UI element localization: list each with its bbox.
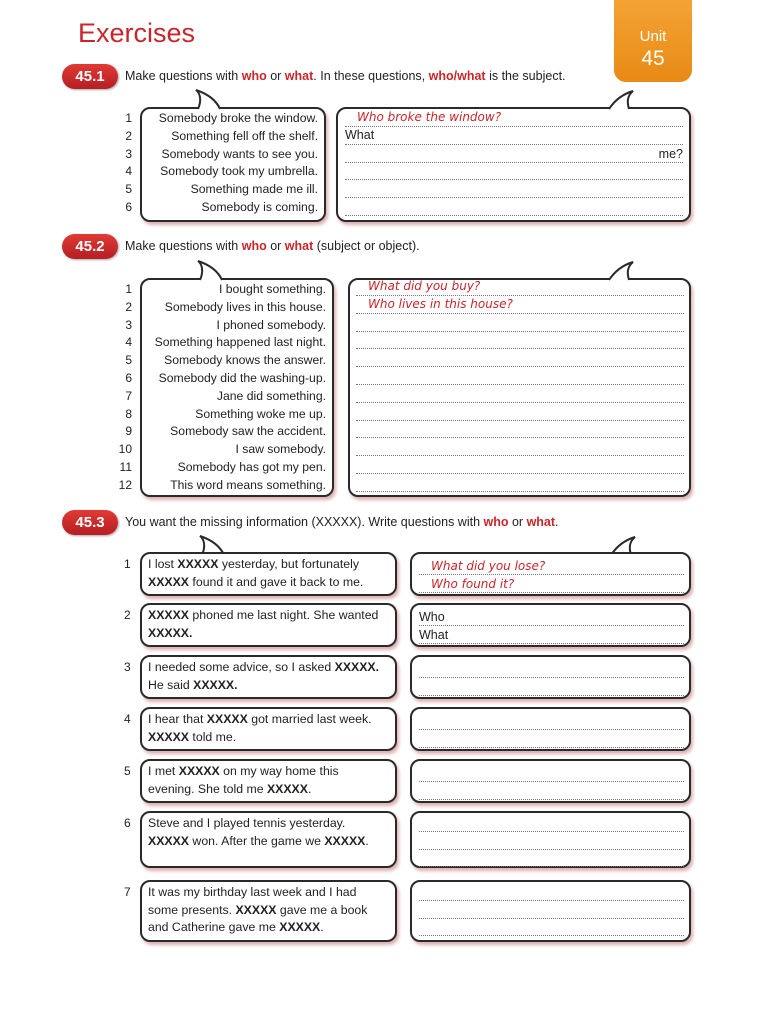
statement-line [148,677,394,695]
item-number: 6 [125,370,132,385]
statement-fragment: . [307,781,312,796]
item-number: 10 [118,442,132,457]
statement-list [142,111,318,218]
answer-line [419,903,684,919]
statement-text [148,659,394,694]
item-number: 2 [125,299,132,314]
statement-fragment: got married last week. [247,712,372,726]
item-number: 7 [125,388,132,403]
answer-line [345,181,683,198]
answer-line [419,610,684,626]
keyword: who [483,515,509,529]
statement-line: Somebody broke the window. [158,111,318,125]
answer-line [419,766,684,782]
missing-info: XXXXX [148,608,190,622]
statement-fragment: . [365,833,369,848]
answer-line [356,386,684,403]
answer-line [356,475,684,492]
statement-line: I bought something. [218,282,326,296]
statement-fragment: yesterday, but fortunately [218,557,359,571]
statement-line [148,919,394,937]
statement-fragment: He said [148,677,194,692]
statement-line [148,574,394,592]
statement-line: Somebody wants to see you. [161,146,318,161]
statement-line [148,815,394,833]
handwritten-answer: What did you lose? [431,559,546,573]
statement-line: I phoned somebody. [216,317,326,332]
statement-line: I saw somebody. [235,442,326,457]
item-number: 4 [125,335,132,350]
answer-suffix: me? [658,146,683,161]
item-number: 6 [125,199,132,214]
statement-line: Jane did something. [216,388,326,403]
statement-line [148,625,394,643]
answer-line [419,834,684,850]
instruction-text: / [453,69,458,83]
missing-info: XXXXX. [193,677,238,692]
answer-line [356,457,684,474]
instruction-text: . [555,515,559,529]
exercise-instruction-45-3 [125,515,559,529]
bubble-tail [192,259,232,281]
unit-number: 45 [641,47,665,70]
bubble-tail [607,88,637,110]
instruction-text: (subject or object). [313,239,420,253]
answer-line [419,732,684,748]
missing-info: XXXXX. [334,660,380,674]
instruction-text: or [508,515,527,529]
item-number: 12 [118,477,132,492]
statement-fragment: Steve and I played tennis yesterday. [148,816,346,830]
instruction-text: is the subject. [485,69,566,83]
exercise-badge-45-2: 45.2 [62,234,118,259]
page-title: Exercises [78,18,196,48]
statement-line [148,659,394,677]
statement-line [148,902,394,920]
statement-line [148,556,394,574]
exercise-badge-45-3: 45.3 [62,510,118,535]
item-number: 5 [124,764,131,778]
answer-line [356,368,684,385]
statement-fragment: I hear that [148,712,207,726]
keyword: what [457,69,486,83]
item-number: 3 [125,317,132,332]
answer-line [356,404,684,421]
statement-fragment: I met [148,764,179,778]
answer-line [419,680,684,696]
instruction-text: . In these questions, [313,69,429,83]
keyword: what [284,239,314,253]
statement-line: Somebody has got my pen. [177,459,326,474]
statement-text [148,556,394,591]
missing-info: XXXXX [148,729,190,744]
keyword: what [526,515,556,529]
statement-line [148,711,394,729]
instruction-text: or [266,239,285,253]
statement-line [148,833,394,851]
statement-text [148,607,394,642]
answer-line [419,885,684,901]
item-number: 4 [125,164,132,179]
statement-text [148,763,394,798]
statement-fragment: told me. [189,729,237,744]
answer-line [345,199,683,216]
bubble-tail [607,259,637,281]
statement-line [148,607,394,625]
item-number: 9 [125,424,132,439]
missing-info: XXXXX [266,781,308,796]
item-number: 5 [125,182,132,197]
missing-info: XXXXX [279,920,321,934]
statement-fragment: . [320,920,324,934]
statement-fragment: on my way home this [219,764,339,778]
answer-line [419,784,684,800]
number-column [110,111,132,218]
answer-line [419,714,684,730]
statement-text [148,884,394,937]
keyword: who [241,239,267,253]
item-number: 2 [124,608,131,622]
answer-line [419,920,684,936]
item-number: 4 [124,712,131,726]
statement-fragment: It was my birthday last week and I had [148,885,357,899]
item-number: 2 [125,128,132,143]
answer-prefix: Who [419,610,445,624]
answer-line [356,332,684,349]
answer-line [356,350,684,367]
answer-line [345,146,683,163]
statement-fragment: gave me a book [276,902,368,917]
answer-line [356,315,684,332]
answer-line [345,128,683,145]
statement-fragment: found it and gave it back to me. [189,574,364,589]
exercise-badge-45-1: 45.1 [62,64,118,89]
statement-line: Somebody lives in this house. [164,299,326,314]
answer-prefix: What [345,127,375,142]
answer-line [419,559,684,575]
statement-list [142,282,326,496]
keyword: who [428,69,454,83]
answer-prefix: What [419,627,449,642]
instruction-text: Make questions with [125,69,242,83]
keyword: what [284,69,314,83]
statement-line: Somebody took my umbrella. [160,164,318,179]
answer-line [356,439,684,456]
missing-info: XXXXX [178,764,220,778]
handwritten-answer: Who broke the window? [357,110,502,124]
instruction-text: Make questions with [125,239,242,253]
keyword: who [241,69,267,83]
missing-info: XXXXX [148,574,190,589]
item-number: 1 [125,111,132,125]
missing-info: XXXXX. [148,625,193,640]
instruction-text: or [266,69,285,83]
answer-line [345,163,683,180]
item-number: 5 [125,353,132,368]
answer-line [356,297,684,314]
missing-info: XXXXX [177,557,219,571]
answer-line [356,421,684,438]
statement-fragment: phoned me last night. She wanted [189,608,379,622]
answer-line [419,816,684,832]
missing-info: XXXXX [235,902,277,917]
item-number: 1 [124,557,131,571]
handwritten-answer: What did you buy? [368,279,481,293]
answer-line [419,662,684,678]
item-number: 3 [125,146,132,161]
exercise-instruction-45-1 [125,69,566,83]
unit-label: Unit [639,28,667,45]
answer-line [419,851,684,867]
bubble-tail [190,88,230,110]
statement-line: Something fell off the shelf. [171,128,318,143]
item-number: 1 [125,282,132,296]
statement-line [148,781,394,799]
answer-line [356,279,684,296]
statement-line: Somebody knows the answer. [164,353,326,368]
statement-line [148,763,394,781]
statement-text [148,711,394,746]
answer-line [345,110,683,127]
answer-line [419,577,684,593]
statement-fragment: won. After the game we [189,833,325,848]
handwritten-answer: Who lives in this house? [368,296,513,311]
statement-line: Somebody is coming. [201,199,318,214]
statement-fragment: and Catherine gave me [148,920,280,934]
missing-info: XXXXX [206,712,248,726]
item-number: 3 [124,660,131,674]
statement-line [148,884,394,902]
statement-text [148,815,394,850]
handwritten-answer: Who found it? [431,576,515,591]
statement-fragment: I lost [148,557,178,571]
item-number: 7 [124,885,131,899]
statement-fragment: I needed some advice, so I asked [148,660,335,674]
statement-line: Somebody did the washing-up. [158,370,326,385]
statement-fragment: some presents. [148,902,236,917]
statement-line: This word means something. [170,477,326,492]
statement-line: Somebody saw the accident. [170,424,326,439]
statement-line: Something woke me up. [195,406,326,421]
instruction-text: You want the missing information (XXXXX). Write questions with [125,515,484,529]
statement-line: Something made me ill. [190,182,318,197]
exercise-instruction-45-2 [125,239,420,253]
number-column [108,282,132,496]
statement-fragment: evening. She told me [148,781,267,796]
missing-info: XXXXX [324,833,366,848]
item-number: 6 [124,816,131,830]
answer-line [419,628,684,644]
missing-info: XXXXX [148,833,190,848]
item-number: 8 [125,406,132,421]
unit-tab [614,0,692,82]
statement-line: Something happened last night. [154,335,326,350]
statement-line [148,729,394,747]
item-number: 11 [119,459,132,474]
